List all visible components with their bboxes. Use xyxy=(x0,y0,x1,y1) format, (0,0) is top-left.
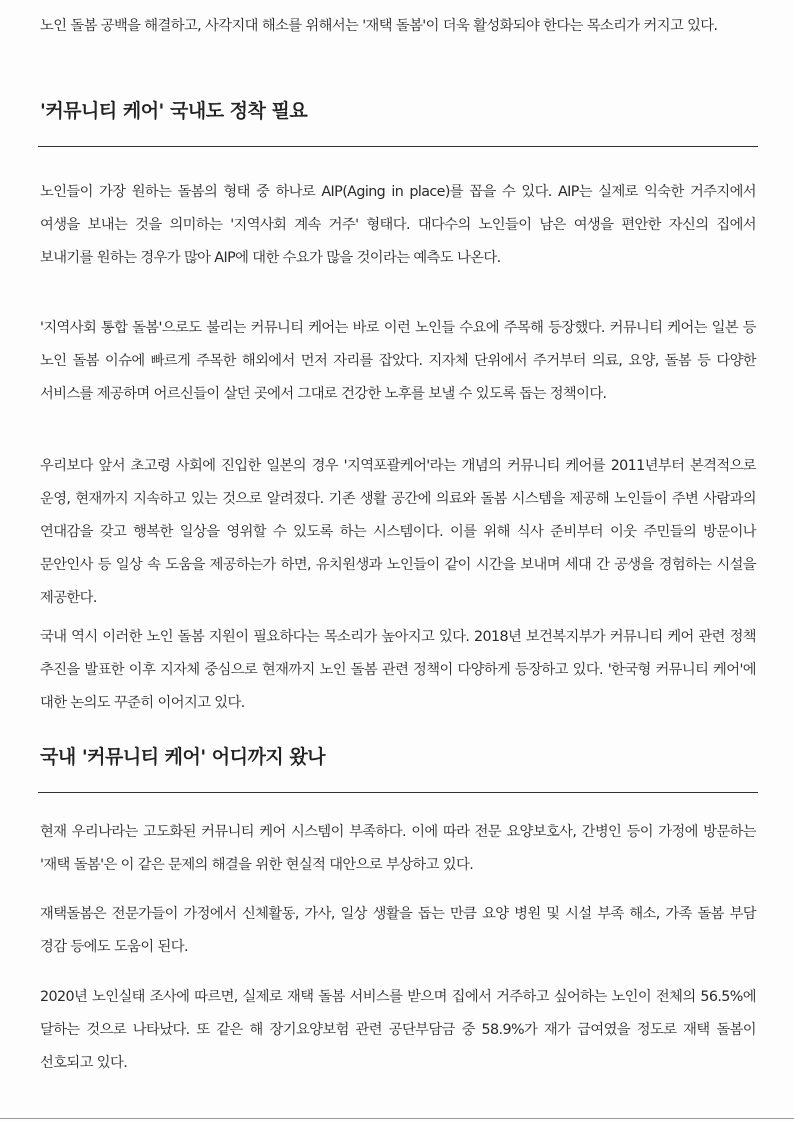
paragraph: 재택돌봄은 전문가들이 가정에서 신체활동, 가사, 일상 생활을 돕는 만큼 요양 병원 및 시설 부족 해소, 가족 돌봄 부담 경감 등에도 도움이 된다. xyxy=(40,906,756,955)
section-heading-domestic-status: 국내 '커뮤니티 케어' 어디까지 왔나 xyxy=(40,746,326,768)
paragraph: 현재 우리나라는 고도화된 커뮤니티 케어 시스템이 부족하다. 이에 따라 전문 요양보호사, 간병인 등이 가정에 방문하는 '재택 돌봄'은 이 같은 문제의 해결을 위한 현실적 대안으로 부상하고 있다. xyxy=(40,824,756,873)
paragraph: 국내 역시 이러한 노인 돌봄 지원이 필요하다는 목소리가 높아지고 있다. 2018년 보건복지부가 커뮤니티 케어 관련 정책 추진을 발표한 이후 지자체 중심으로 현재까지 노인 돌봄 관련 정책이 다양하게 등장하고 있다. '한국형 커뮤니티 케어'에 대한 논의도 꾸준히 이어지고 있다. xyxy=(40,629,756,711)
section-divider xyxy=(38,792,758,793)
paragraph: 우리보다 앞서 초고령 사회에 진입한 일본의 경우 '지역포괄케어'라는 개념의 커뮤니티 케어를 2011년부터 본격적으로 운영, 현재까지 지속하고 있는 것으로 알려졌다. 기존 생활 공간에 의료와 돌봄 시스템을 제공해 노인들이 주변 사람과의 연대감을 갖고 행복한 일상을 영위할 수 있도록 하는 시스템이다. 이를 위해 식사 준비부터 이웃 주민들의 방문이나 문안인사 등 일상 속 도움을 제공하는가 하면, 유치원생과 노인들이 같이 시간을 보내며 세대 간 공생을 경험하는 시설을 제공한다. xyxy=(40,458,756,606)
page-bottom-edge xyxy=(0,1118,794,1119)
paragraph: 2020년 노인실태 조사에 따르면, 실제로 재택 돌봄 서비스를 받으며 집에서 거주하고 싶어하는 노인이 전체의 56.5%에 달하는 것으로 나타났다. 또 같은 해 장기요양보험 관련 공단부담금 중 58.9%가 재가 급여였을 정도로 재택 돌봄이 선호되고 있다. xyxy=(40,989,756,1071)
section-heading-community-care: '커뮤니티 케어' 국내도 정착 필요 xyxy=(40,100,308,122)
paragraph: '지역사회 통합 돌봄'으로도 불리는 커뮤니티 케어는 바로 이런 노인들 수요에 주목해 등장했다. 커뮤니티 케어는 일본 등 노인 돌봄 이슈에 빠르게 주목한 해외에서 먼저 자리를 잡았다. 지자체 단위에서 주거부터 의료, 요양, 돌봄 등 다양한 서비스를 제공하며 어르신들이 살던 곳에서 그대로 건강한 노후를 보낼 수 있도록 돕는 정책이다. xyxy=(40,320,756,402)
intro-paragraph: 노인 돌봄 공백을 해결하고, 사각지대 해소를 위해서는 '재택 돌봄'이 더욱 활성화되야 한다는 목소리가 커지고 있다. xyxy=(40,18,718,34)
section-divider xyxy=(38,146,758,147)
paragraph: 노인들이 가장 원하는 돌봄의 형태 중 하나로 AIP(Aging in place)를 꼽을 수 있다. AIP는 실제로 익숙한 거주지에서 여생을 보내는 것을 의미하는 '지역사회 계속 거주' 형태다. 대다수의 노인들이 남은 여생을 편안한 자신의 집에서 보내기를 원하는 경우가 많아 AIP에 대한 수요가 많을 것이라는 예측도 나온다. xyxy=(40,184,756,266)
